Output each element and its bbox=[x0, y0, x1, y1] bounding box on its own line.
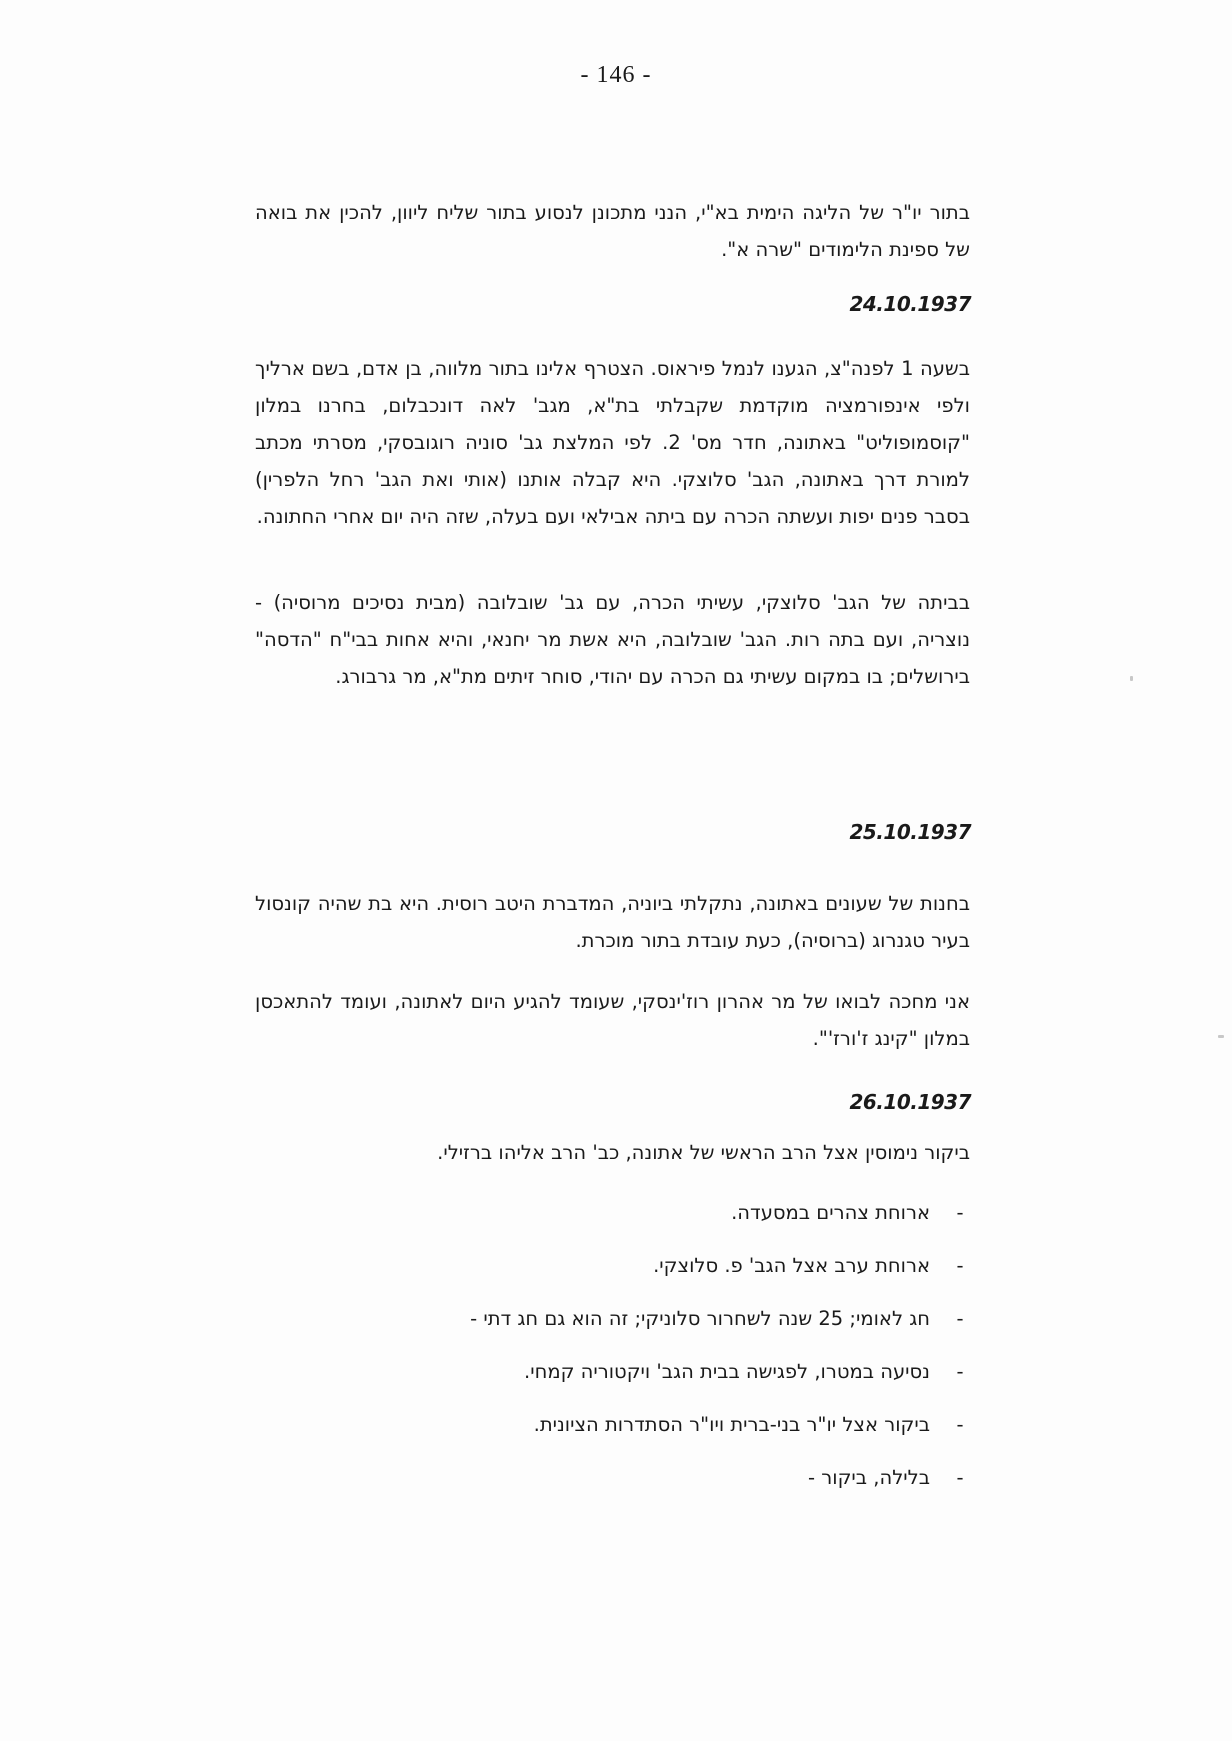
scan-speck bbox=[1130, 676, 1133, 681]
date-heading: 26.10.1937 bbox=[849, 1090, 971, 1114]
list-item bbox=[255, 1198, 970, 1251]
paragraph-text: ביקור נימוסין אצל הרב הראשי של אתונה, כב' הרב אליהו ברזילי. bbox=[437, 1141, 970, 1164]
scan-speck bbox=[1218, 1035, 1224, 1038]
list-item-text: חג לאומי; 25 שנה לשחרור סלוניקי; זה הוא גם חג דתי - bbox=[470, 1307, 930, 1330]
bullet-dash: - bbox=[956, 1201, 964, 1224]
paragraph-waiting bbox=[255, 983, 970, 1057]
paragraph-text: בביתה של הגב' סלוצקי, עשיתי הכרה, עם גב' שובלובה (מבית נסיכים מרוסיה) - נוצריה, ועם בתה רות. הגב' שובלובה, היא אשת מר יחנאי, והיא אחות בבי"ח "הדסה" בירושלים; בו במקום עשיתי גם הכרה עם יהודי, סוחר זיתים מת"א, מר גרבורג. bbox=[255, 591, 970, 688]
bullet-dash: - bbox=[956, 1413, 964, 1436]
list-item-text: ארוחת ערב אצל הגב' פ. סלוצקי. bbox=[653, 1254, 930, 1277]
bullet-dash: - bbox=[956, 1360, 964, 1383]
paragraph-arrival bbox=[255, 350, 970, 535]
paragraph-text: אני מחכה לבואו של מר אהרון רוז'ינסקי, שעומד להגיע היום לאתונה, ועומד להתאכסן במלון "קינג ז'ורז'". bbox=[255, 990, 970, 1050]
date-heading: 25.10.1937 bbox=[849, 820, 971, 844]
list-item bbox=[255, 1463, 970, 1516]
date-heading: 24.10.1937 bbox=[849, 292, 971, 316]
activity-list bbox=[255, 1198, 970, 1516]
paragraph-shuvalova bbox=[255, 584, 970, 695]
list-item bbox=[255, 1304, 970, 1357]
list-item-text: ארוחת צהרים במסעדה. bbox=[731, 1201, 930, 1224]
list-item-text: בלילה, ביקור - bbox=[808, 1466, 930, 1489]
list-item bbox=[255, 1357, 970, 1410]
list-item bbox=[255, 1251, 970, 1304]
paragraph-intro bbox=[255, 194, 970, 268]
paragraph-watch-shop bbox=[255, 885, 970, 959]
list-item-text: נסיעה במטרו, לפגישה בבית הגב' ויקטוריה קמחי. bbox=[524, 1360, 930, 1383]
bullet-dash: - bbox=[956, 1254, 964, 1277]
paragraph-text: בתור יו"ר של הליגה הימית בא"י, הנני מתכונן לנסוע בתור שליח ליוון, להכין את בואה של ספינת הלימודים "שרה א". bbox=[255, 201, 970, 261]
paragraph-rabbi-visit bbox=[255, 1134, 970, 1171]
bullet-dash: - bbox=[956, 1466, 964, 1489]
list-item-text: ביקור אצל יו"ר בני-ברית ויו"ר הסתדרות הציונית. bbox=[533, 1413, 930, 1436]
paragraph-text: בחנות של שעונים באתונה, נתקלתי ביוניה, המדברת היטב רוסית. היא בת שהיה קונסול בעיר טגנרוג (ברוסיה), כעת עובדת בתור מוכרת. bbox=[255, 892, 970, 952]
paragraph-text: בשעה 1 לפנה"צ, הגענו לנמל פיראוס. הצטרף אלינו בתור מלווה, בן אדם, בשם ארליך ולפי אינפורמציה מוקדמת שקבלתי בת"א, מגב' לאה דונכבלום, בחרנו במלון "קוסמופוליט" באתונה, חדר מס' 2. לפי המלצת גב' סוניה רוגובסקי, מסרתי מכתב למורת דרך באתונה, הגב' סלוצקי. היא קבלה אותנו (אותי ואת הגב' רחל הלפרין) בסבר פנים יפות ועשתה הכרה עם ביתה אבילאי ועם בעלה, שזה היה יום אחרי החתונה. bbox=[255, 357, 970, 528]
page-number: - 146 - bbox=[580, 62, 652, 88]
bullet-dash: - bbox=[956, 1307, 964, 1330]
list-item bbox=[255, 1410, 970, 1463]
